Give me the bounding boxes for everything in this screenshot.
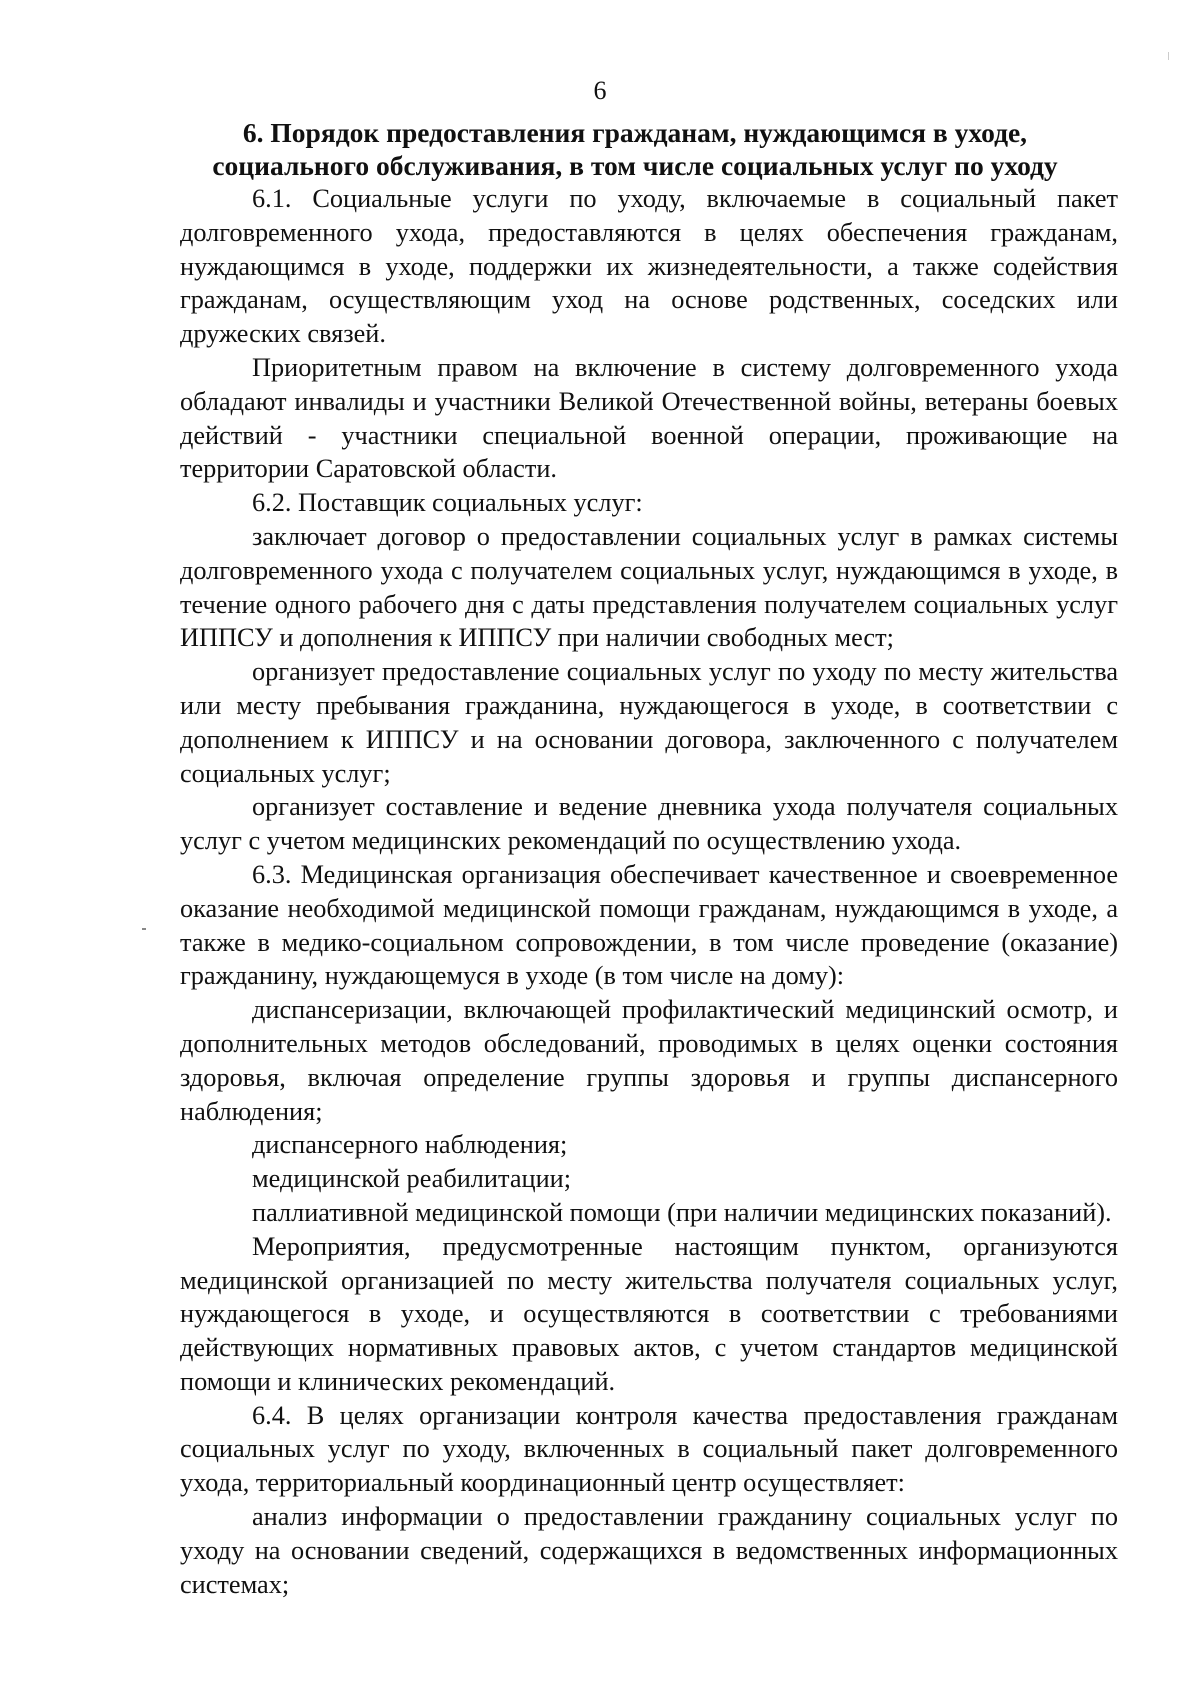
paragraph-priority-right: Приоритетным правом на включение в систему долговременного ухода обладают инвалиды и участники Великой Отечественной войны, ветераны боевых действий - участники специальной военной операции, проживающие на территории Саратовской области. xyxy=(180,352,1118,484)
paragraph-analysis: анализ информации о предоставлении гражданину социальных услуг по уходу на основании сведений, содержащихся в ведомственных информационных системах; xyxy=(180,1502,1118,1599)
paragraph-palliative-care: паллиативной медицинской помощи (при наличии медицинских показаний). xyxy=(252,1197,1112,1227)
paragraph-rehabilitation: медицинской реабилитации; xyxy=(252,1164,572,1194)
margin-mark xyxy=(142,928,146,930)
scan-edge-mark xyxy=(1168,52,1169,60)
document-body xyxy=(180,182,1118,1601)
paragraph-care-diary: организует составление и ведение дневника ухода получателя социальных услуг с учетом медицинских рекомендаций по осуществлению ухода. xyxy=(180,792,1118,856)
paragraph-measures: Мероприятия, предусмотренные настоящим пунктом, организуются медицинской организацией по месту жительства получателя социальных услуг, нуждающегося в уходе, и осуществляются в соответствии с требованиями действующих нормативных правовых актов, с учетом стандартов медицинской помощи и клинических рекомендаций. xyxy=(180,1231,1118,1396)
paragraph-6-3: 6.3. Медицинская организация обеспечивает качественное и своевременное оказание необходимой медицинской помощи гражданам, нуждающимся в уходе, а также в медико-социальном сопровождении, в том числе проведение (оказание) гражданину, нуждающемуся в уходе (в том числе на дому): xyxy=(180,859,1118,991)
page-number: 6 xyxy=(593,76,607,105)
paragraph-organize-services: организует предоставление социальных услуг по уходу по месту жительства или месту пребывания гражданина, нуждающегося в уходе, в соответствии с дополнением к ИППСУ и на основании договора, заключенного с получателем социальных услуг; xyxy=(180,657,1118,788)
section-heading-line-2: социального обслуживания, в том числе социальных услуг по уходу xyxy=(212,150,1058,181)
paragraph-6-2: 6.2. Поставщик социальных услуг: xyxy=(252,488,643,518)
paragraph-dispensarization: диспансеризации, включающей профилактический медицинский осмотр, и дополнительных методов обследований, проводимых в целях оценки состояния здоровья, включая определение группы здоровья и группы диспансерного наблюдения; xyxy=(180,995,1118,1126)
paragraph-6-4: 6.4. В целях организации контроля качества предоставления гражданам социальных услуг по уходу, включенных в социальный пакет долговременного ухода, территориальный координационный центр осуществляет: xyxy=(180,1400,1118,1498)
paragraph-dispensary-observation: диспансерного наблюдения; xyxy=(252,1130,568,1160)
paragraph-6-1: 6.1. Социальные услуги по уходу, включаемые в социальный пакет долговременного ухода, предоставляются в целях обеспечения гражданам, нуждающимся в уходе, поддержки их жизнедеятельности, а также содействия гражданам, осуществляющим уход на основе родственных, соседских или дружеских связей. xyxy=(180,184,1118,349)
section-heading-line-1: 6. Порядок предоставления гражданам, нуждающимся в уходе, xyxy=(242,117,1028,148)
section-heading xyxy=(170,116,1100,182)
paragraph-contract: заключает договор о предоставлении социальных услуг в рамках системы долговременного ухода с получателем социальных услуг, нуждающимся в уходе, в течение одного рабочего дня с даты представления получателем социальных услуг ИППСУ и дополнения к ИППСУ при наличии свободных мест; xyxy=(180,521,1118,653)
